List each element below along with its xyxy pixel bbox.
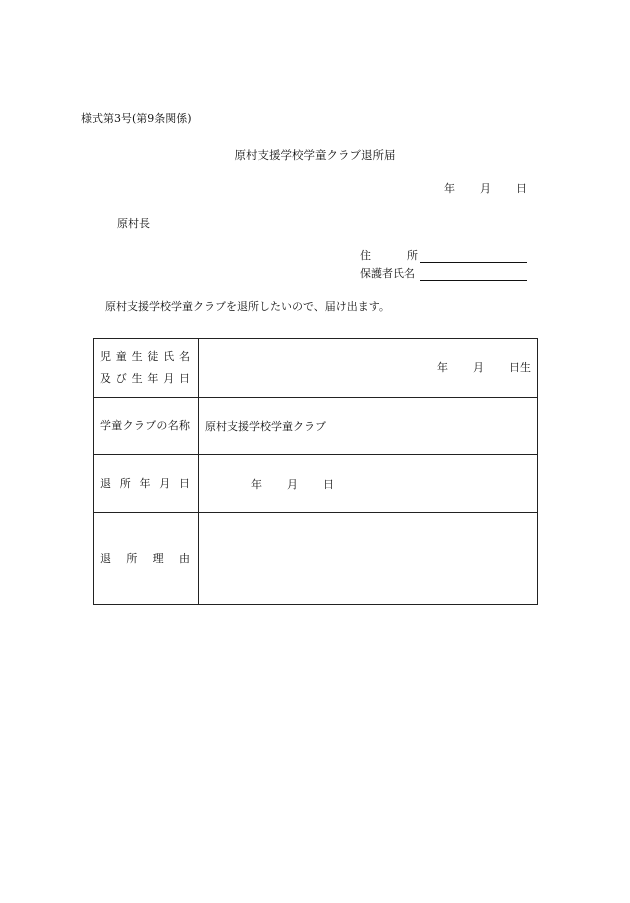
statement: 原村支援学校学童クラブを退所したいので、届け出ます。 xyxy=(105,300,390,313)
address-label: 住所 xyxy=(360,249,418,262)
withdraw-date-label-cell xyxy=(94,455,199,513)
guardian-row xyxy=(360,265,527,281)
addressee: 原村長 xyxy=(117,217,150,230)
birth-date xyxy=(437,359,531,375)
table-row-child xyxy=(94,339,538,398)
child-label-line1: 児童生徒氏名 xyxy=(100,350,190,363)
document-title: 原村支援学校学童クラブ退所届 xyxy=(234,148,396,162)
club-value-cell xyxy=(199,398,538,455)
birth-year-label: 年 xyxy=(437,361,448,374)
form-number: 様式第3号(第9条関係) xyxy=(81,112,192,125)
reason-value-cell[interactable] xyxy=(199,513,538,605)
guardian-name-line[interactable] xyxy=(420,267,527,281)
info-table xyxy=(93,338,538,605)
withdraw-month-label: 月 xyxy=(287,477,298,491)
child-label-cell xyxy=(94,339,199,398)
club-label-cell xyxy=(94,398,199,455)
address-line[interactable] xyxy=(420,249,527,263)
date-month-label: 月 xyxy=(480,182,491,195)
table-row-club xyxy=(94,398,538,455)
child-value-cell[interactable] xyxy=(199,339,538,398)
child-label-line2: 及び生年月日 xyxy=(100,372,190,385)
withdraw-date-label: 退所年月日 xyxy=(100,476,190,490)
club-name: 原村支援学校学童クラブ xyxy=(205,420,326,433)
birth-month-label: 月 xyxy=(473,361,484,374)
address-row xyxy=(360,247,527,263)
table-row-reason xyxy=(94,513,538,605)
withdraw-day-label: 日 xyxy=(323,477,334,491)
withdraw-date-value-cell[interactable] xyxy=(199,455,538,513)
reason-label-cell xyxy=(94,513,199,605)
guardian-name-label: 保護者氏名 xyxy=(360,267,415,280)
date-year-label: 年 xyxy=(444,182,455,195)
club-label: 学童クラブの名称 xyxy=(100,419,190,432)
date-header xyxy=(444,180,527,196)
table-row-withdraw-date xyxy=(94,455,538,513)
reason-label: 退所理由 xyxy=(100,551,190,565)
withdraw-year-label: 年 xyxy=(251,477,262,491)
date-day-label: 日 xyxy=(516,182,527,195)
birth-day-label: 日生 xyxy=(509,361,531,374)
